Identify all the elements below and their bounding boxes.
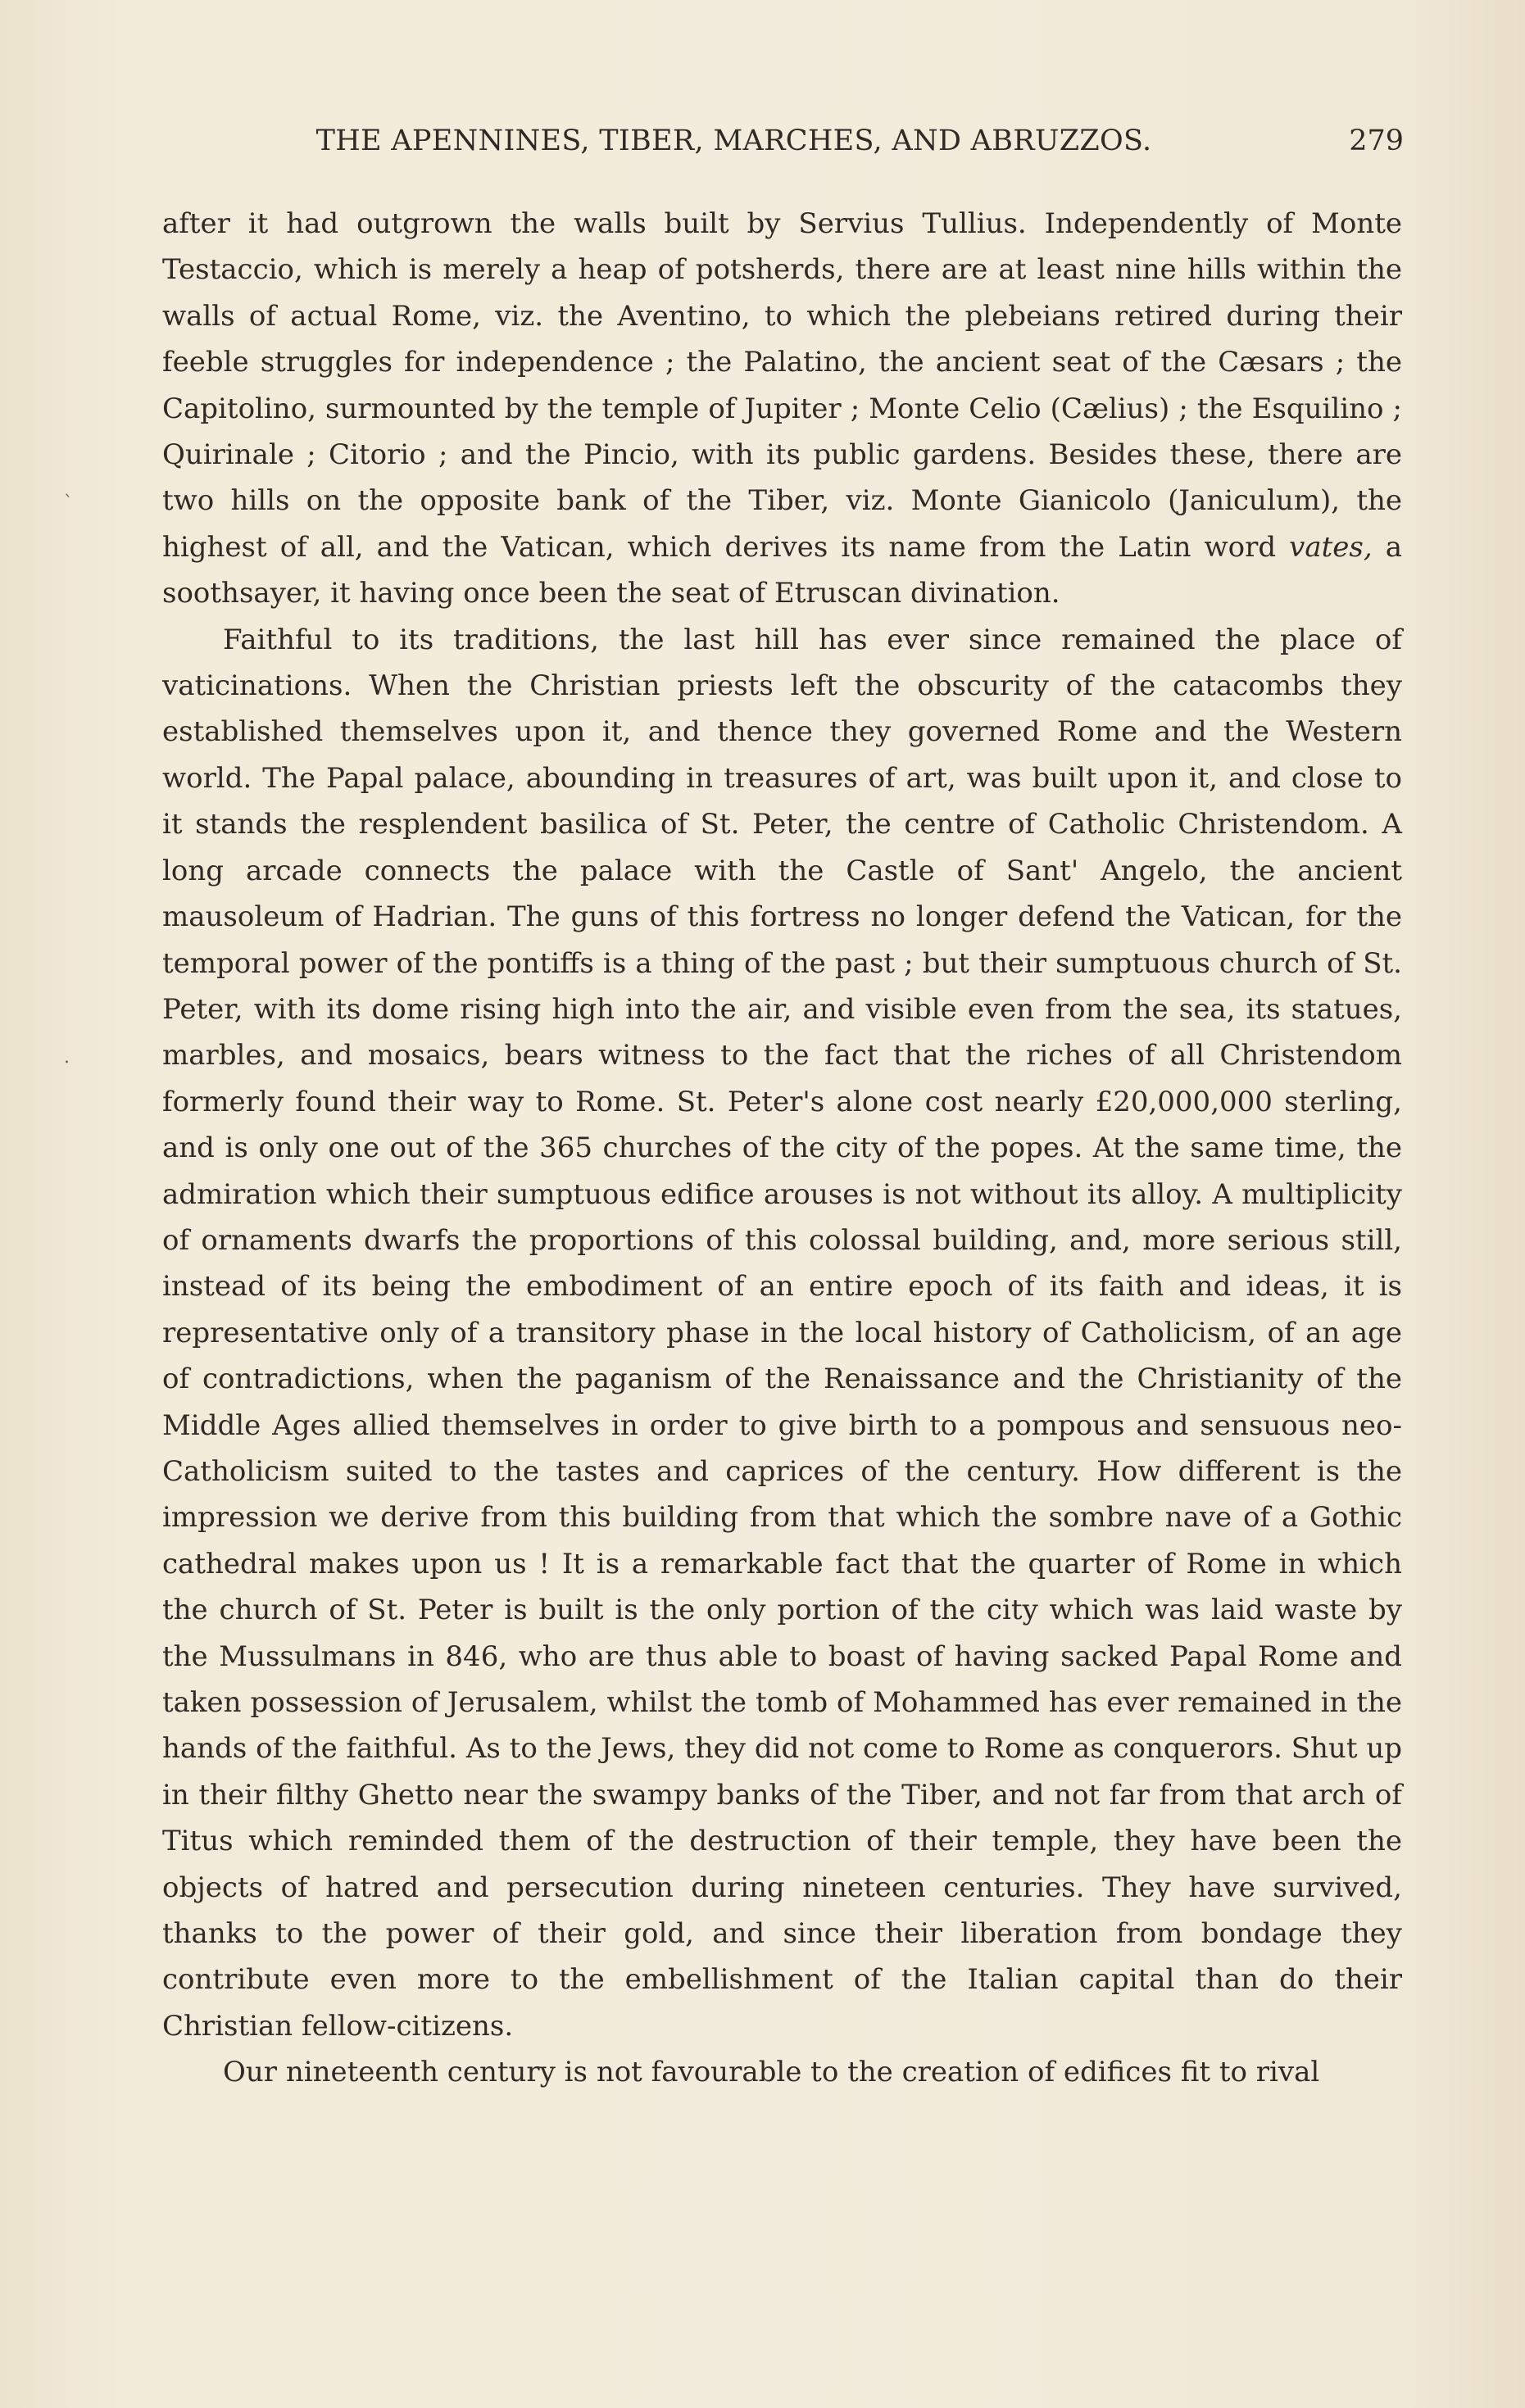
running-header: [162, 125, 1404, 164]
running-title: THE APENNINES, TIBER, MARCHES, AND ABRUZZOS.: [315, 125, 1152, 157]
margin-mark: `: [64, 493, 73, 514]
body-text: [162, 201, 1402, 2096]
italic-term-vates: vates,: [1289, 530, 1373, 564]
paragraph-1-text-start: after it had outgrown the walls built by Servius Tullius. Independently of Monte Testaccio, which is merely a heap of potsherds, there are at least nine hills within the walls of actual Rome, viz. the Aventino, to which the plebeians retired during their feeble struggles for independence ; the Palatino, the ancient seat of the Cæsars ; the Capitolino, surmounted by the temple of Jupiter ; Monte Celio (Cælius) ; the Esquilino ; Quirinale ; Citorio ; and the Pincio, with its public gardens. Besides these, there are two hills on the opposite bank of the Tiber, viz. Monte Gianicolo (Janiculum), the highest of all, and the Vatican, which derives its name from the Latin word: [162, 207, 1402, 564]
paragraph-2: Faithful to its traditions, the last hill has ever since remained the place of vaticinations. When the Christian priests left the obscurity of the catacombs they established themselves upon it, and thence they governed Rome and the Western world. The Papal palace, abounding in treasures of art, was built upon it, and close to it stands the resplendent basilica of St. Peter, the centre of Catholic Christendom. A long arcade connects the palace with the Castle of Sant' Angelo, the ancient mausoleum of Hadrian. The guns of this fortress no longer defend the Vatican, for the temporal power of the pontiffs is a thing of the past ; but their sumptuous church of St. Peter, with its dome rising high into the air, and visible even from the sea, its statues, marbles, and mosaics, bears witness to the fact that the riches of all Christendom formerly found their way to Rome. St. Peter's alone cost nearly £20,000,000 sterling, and is only one out of the 365 churches of the city of the popes. At the same time, the admiration which their sumptuous edifice arouses is not without its alloy. A multiplicity of ornaments dwarfs the proportions of this colossal building, and, more serious still, instead of its being the embodiment of an entire epoch of its faith and ideas, it is representative only of a transitory phase in the local history of Catholicism, of an age of contradictions, when the paganism of the Renaissance and the Christianity of the Middle Ages allied themselves in order to give birth to a pompous and sensuous neo-Catholicism suited to the tastes and caprices of the century. How different is the impression we derive from this building from that which the sombre nave of a Gothic cathedral makes upon us ! It is a remarkable fact that the quarter of Rome in which the church of St. Peter is built is the only portion of the city which was laid waste by the Mussulmans in 846, who are thus able to boast of having sacked Papal Rome and taken possession of Jerusalem, whilst the tomb of Mohammed has ever remained in the hands of the faithful. As to the Jews, they did not come to Rome as conquerors. Shut up in their filthy Ghetto near the swampy banks of the Tiber, and not far from that arch of Titus which reminded them of the destruction of their temple, they have been the objects of hatred and persecution during nineteen centuries. They have survived, thanks to the power of their gold, and since their liberation from bondage they contribute even more to the embellishment of the Italian capital than do their Christian fellow-citizens.: [162, 623, 1402, 2043]
margin-mark: .: [64, 1047, 70, 1068]
paragraph-1-text-end: a soothsayer, it having once been the seat of Etruscan divination.: [162, 530, 1402, 610]
paragraph-3: Our nineteenth century is not favourable to the creation of edifices fit to rival: [223, 2056, 1320, 2089]
paragraph-1: [162, 201, 1402, 617]
page-number: 279: [1349, 125, 1404, 157]
